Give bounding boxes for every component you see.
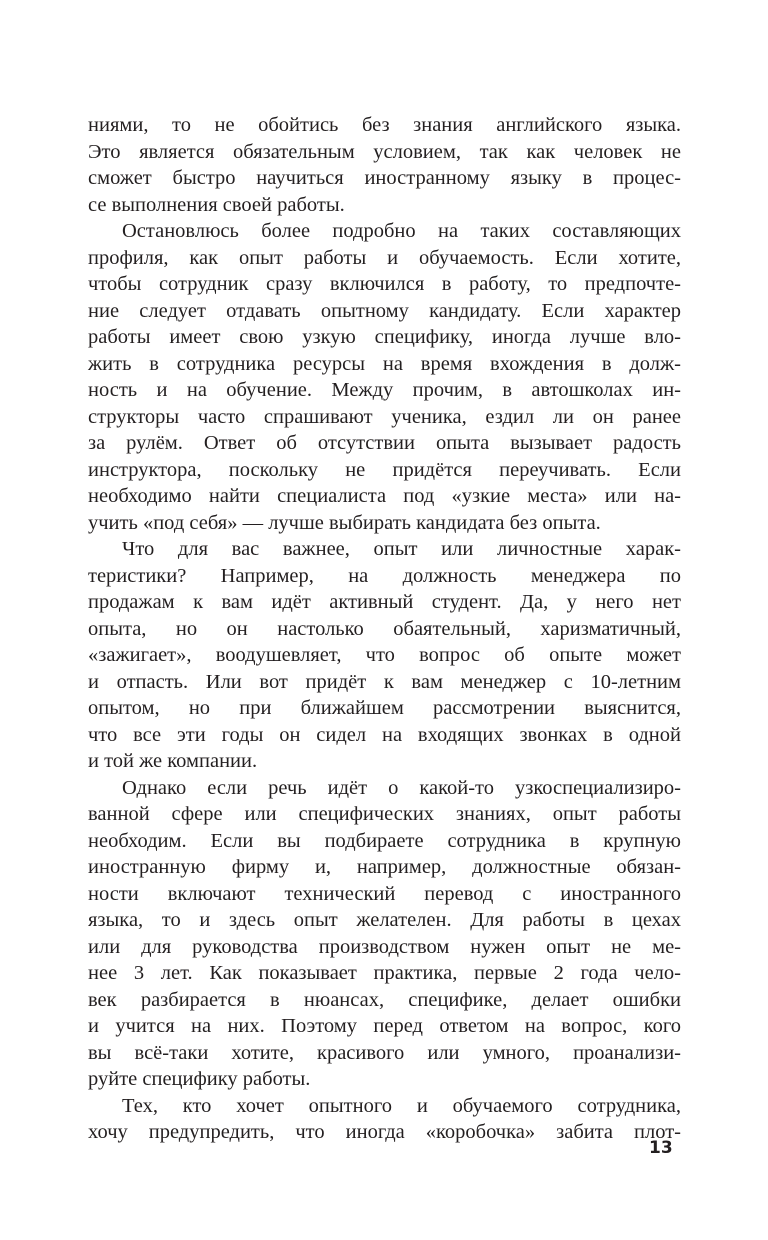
- text-line: структоры часто спрашивают ученика, ездил ли он ранее: [88, 405, 681, 428]
- page-number: 13: [649, 1138, 673, 1158]
- text-line: за рулём. Ответ об отсутствии опыта вызывает радость: [88, 432, 681, 454]
- text-line: языка, то и здесь опыт желателен. Для работы в цехах: [88, 909, 681, 931]
- text-line: чтобы сотрудник сразу включился в работу, то предпочте-: [88, 273, 681, 295]
- text-line: что все эти годы он сидел на входящих звонках в одной: [88, 723, 681, 746]
- text-line: сможет быстро научиться иностранному языку в процес-: [88, 167, 681, 189]
- text-line: Однако если речь идёт о какой-то узкоспециализиро-: [122, 776, 681, 799]
- text-line: или для руководства производством нужен опыт не ме-: [88, 935, 681, 958]
- text-line: иностранную фирму и, например, должностные обязан-: [88, 856, 681, 878]
- text-line: ниями, то не обойтись без знания английского языка.: [88, 114, 681, 136]
- text-line: опытом, но при ближайшем рассмотрении выяснится,: [88, 697, 681, 719]
- text-line: ние следует отдавать опытному кандидату. Если характер: [88, 299, 681, 322]
- paragraph: [88, 218, 681, 536]
- text-line: ванной сфере или специфических знаниях, опыт работы: [88, 803, 681, 825]
- text-line: хочу предупредить, что иногда «коробочка» забита плот-: [88, 1121, 681, 1143]
- text-line: Остановлюсь более подробно на таких составляющих: [122, 220, 681, 242]
- text-line: ность и на обучение. Между прочим, в автошколах ин-: [88, 379, 681, 401]
- text-line: инструктора, поскольку не придётся переучивать. Если: [88, 458, 681, 481]
- text-line: и учится на них. Поэтому перед ответом на вопрос, кого: [88, 1015, 681, 1037]
- paragraph: [88, 536, 681, 775]
- body-text: [88, 112, 681, 1146]
- paragraph: [88, 775, 681, 1093]
- text-line: необходим. Если вы подбираете сотрудника в крупную: [88, 829, 681, 852]
- text-line: ности включают технический перевод с иностранного: [88, 882, 681, 905]
- text-line: Это является обязательным условием, так как человек не: [88, 140, 681, 163]
- text-line: учить «под себя» — лучше выбирать кандидата без опыта.: [88, 511, 601, 534]
- text-line: работы имеет свою узкую специфику, иногда лучше вло-: [88, 326, 681, 348]
- text-line: профиля, как опыт работы и обучаемость. Если хотите,: [88, 246, 681, 269]
- text-line: жить в сотрудника ресурсы на время вхождения в долж-: [88, 352, 681, 375]
- text-line: век разбирается в нюансах, специфике, делает ошибки: [88, 988, 681, 1011]
- text-line: «зажигает», воодушевляет, что вопрос об опыте может: [88, 644, 681, 666]
- text-line: опыта, но он настолько обаятельный, харизматичный,: [88, 617, 681, 640]
- paragraph: [88, 112, 681, 218]
- text-line: нее 3 лет. Как показывает практика, первые 2 года чело-: [88, 962, 681, 984]
- paragraph: [88, 1093, 681, 1146]
- text-line: и отпасть. Или вот придёт к вам менеджер с 10-летним: [88, 670, 681, 693]
- text-line: теристики? Например, на должность менеджера по: [88, 564, 681, 587]
- text-line: вы всё-таки хотите, красивого или умного, проанализи-: [88, 1041, 681, 1064]
- text-line: необходимо найти специалиста под «узкие места» или на-: [88, 485, 681, 507]
- text-line: и той же компании.: [88, 750, 258, 772]
- text-line: руйте специфику работы.: [88, 1068, 311, 1090]
- text-line: Что для вас важнее, опыт или личностные харак-: [122, 538, 681, 560]
- text-line: се выполнения своей работы.: [88, 193, 345, 216]
- text-line: Тех, кто хочет опытного и обучаемого сотрудника,: [122, 1094, 681, 1117]
- text-line: продажам к вам идёт активный студент. Да, у него нет: [88, 591, 681, 613]
